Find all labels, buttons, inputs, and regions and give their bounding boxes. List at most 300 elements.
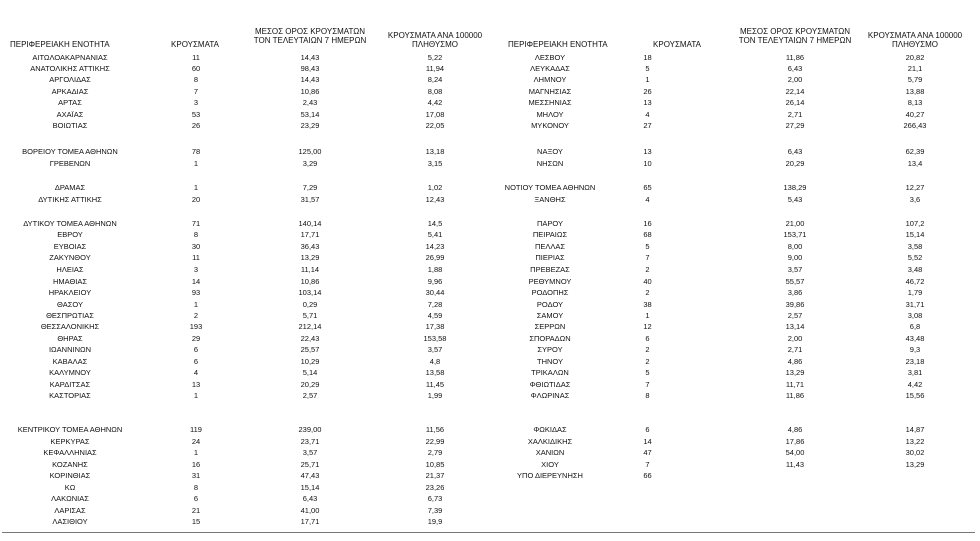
cases-value: 193 <box>189 322 203 331</box>
region-name: ΒΟΡΕΙΟΥ ΤΟΜΕΑ ΑΘΗΝΩΝ <box>22 147 118 156</box>
region-name: ΔΥΤΙΚΟΥ ΤΟΜΕΑ ΑΘΗΝΩΝ <box>23 219 117 228</box>
avg7-value: 25,57 <box>300 345 320 354</box>
table-row <box>0 470 980 481</box>
cases-value: 16 <box>191 460 201 469</box>
avg7-value: 53,14 <box>300 110 320 119</box>
per100k-value: 5,41 <box>427 230 443 239</box>
cases-value: 26 <box>643 87 652 96</box>
avg7-value: 6,43 <box>787 64 803 73</box>
region-name: ΣΥΡΟΥ <box>537 345 563 354</box>
avg7-value: 8,00 <box>787 242 803 251</box>
region-name: ΡΕΘΥΜΝΟΥ <box>528 277 572 286</box>
region-name: ΗΛΕΙΑΣ <box>56 265 84 274</box>
region-name: ΑΡΓΟΛΙΔΑΣ <box>49 75 91 84</box>
table-row <box>0 459 980 470</box>
avg7-value: 6,43 <box>302 494 318 503</box>
cases-value: 78 <box>191 147 201 156</box>
cases-value: 1 <box>193 183 199 192</box>
per100k-value: 3,15 <box>427 159 443 168</box>
per100k-value: 11,56 <box>425 425 445 434</box>
cases-value: 4 <box>193 368 199 377</box>
region-name: ΑΧΑΪΑΣ <box>56 110 84 119</box>
cases-value: 21 <box>191 506 201 515</box>
avg7-value: 2,43 <box>302 98 318 107</box>
per100k-value: 14,87 <box>905 425 925 434</box>
per100k-value: 9,96 <box>427 277 443 286</box>
cases-value: 40 <box>643 277 652 286</box>
table-row <box>0 146 980 157</box>
table-row <box>0 321 980 332</box>
region-name: ΚΑΒΑΛΑΣ <box>52 357 88 366</box>
cases-value: 1 <box>193 300 199 309</box>
region-name: ΗΜΑΘΙΑΣ <box>52 277 88 286</box>
avg7-value: 54,00 <box>785 448 805 457</box>
per100k-value: 5,79 <box>907 75 923 84</box>
cases-value: 60 <box>191 64 201 73</box>
region-name: ΛΑΣΙΘΙΟΥ <box>52 517 88 526</box>
avg7-value: 239,00 <box>298 425 322 434</box>
region-name: ΛΕΣΒΟΥ <box>534 53 566 62</box>
cases-value: 65 <box>643 183 652 192</box>
header-per100k-right <box>855 31 975 49</box>
table-row <box>0 379 980 390</box>
table-row <box>0 356 980 367</box>
header-avg7-left-line2: ΤΟΝ ΤΕΛΕΥΤΑΙΩΝ 7 ΗΜΕΡΩΝ <box>253 36 367 45</box>
cases-value: 5 <box>645 242 650 251</box>
per100k-value: 46,72 <box>905 277 925 286</box>
per100k-value: 6,73 <box>427 494 443 503</box>
cases-value: 20 <box>191 195 201 204</box>
cases-value: 27 <box>643 121 652 130</box>
per100k-value: 4,59 <box>427 311 443 320</box>
table-row <box>0 74 980 85</box>
per100k-value: 11,94 <box>425 64 445 73</box>
per100k-value: 107,2 <box>905 219 925 228</box>
avg7-value: 2,57 <box>302 391 318 400</box>
cases-value: 8 <box>193 483 199 492</box>
cases-value: 66 <box>643 471 652 480</box>
cases-value: 68 <box>643 230 652 239</box>
avg7-value: 17,71 <box>300 517 320 526</box>
per100k-value: 7,39 <box>427 506 443 515</box>
per100k-value: 8,08 <box>427 87 443 96</box>
table-row <box>0 229 980 240</box>
cases-value: 8 <box>193 75 199 84</box>
cases-value: 6 <box>193 345 199 354</box>
per100k-value: 21,37 <box>425 471 445 480</box>
header-region-left: ΠΕΡΙΦΕΡΕΙΑΚΗ ΕΝΟΤΗΤΑ <box>10 40 110 49</box>
region-name: ΠΕΙΡΑΙΩΣ <box>532 230 568 239</box>
avg7-value: 7,29 <box>302 183 318 192</box>
avg7-value: 55,57 <box>785 277 805 286</box>
avg7-value: 20,29 <box>300 380 320 389</box>
avg7-value: 23,29 <box>300 121 320 130</box>
avg7-value: 153,71 <box>783 230 807 239</box>
table-row <box>0 436 980 447</box>
avg7-value: 20,29 <box>785 159 805 168</box>
per100k-value: 4,8 <box>429 357 441 366</box>
region-name: ΜΥΚΟΝΟΥ <box>531 121 569 130</box>
avg7-value: 140,14 <box>298 219 322 228</box>
per100k-value: 7,28 <box>427 300 443 309</box>
cases-value: 2 <box>645 288 650 297</box>
per100k-value: 62,39 <box>905 147 925 156</box>
avg7-value: 0,29 <box>302 300 318 309</box>
region-name: ΣΕΡΡΩΝ <box>534 322 566 331</box>
per100k-value: 3,08 <box>907 311 923 320</box>
per100k-value: 2,79 <box>427 448 443 457</box>
per100k-value: 15,56 <box>905 391 925 400</box>
header-per100k-left <box>375 31 495 49</box>
avg7-value: 36,43 <box>300 242 320 251</box>
avg7-value: 27,29 <box>785 121 805 130</box>
region-name: ΖΑΚΥΝΘΟΥ <box>49 253 91 262</box>
avg7-value: 6,43 <box>787 147 803 156</box>
region-name: ΘΗΡΑΣ <box>57 334 83 343</box>
per100k-value: 12,43 <box>425 195 445 204</box>
region-name: ΚΑΣΤΟΡΙΑΣ <box>49 391 91 400</box>
table-row <box>0 276 980 287</box>
region-name: ΛΑΡΙΣΑΣ <box>54 506 86 515</box>
per100k-value: 5,52 <box>907 253 923 262</box>
table-row <box>0 264 980 275</box>
region-name: ΜΗΛΟΥ <box>536 110 564 119</box>
per100k-value: 4,42 <box>427 98 443 107</box>
header-avg7-right <box>725 27 865 45</box>
table-row <box>0 447 980 458</box>
header-avg7-left-line1: ΜΕΣΟΣ ΟΡΟΣ ΚΡΟΥΣΜΑΤΩΝ <box>254 27 366 36</box>
avg7-value: 10,29 <box>300 357 320 366</box>
cases-value: 6 <box>645 334 650 343</box>
region-name: ΧΑΛΚΙΔΙΚΗΣ <box>527 437 573 446</box>
table-row <box>0 493 980 504</box>
per100k-value: 3,81 <box>907 368 923 377</box>
avg7-value: 138,29 <box>783 183 807 192</box>
table-row <box>0 367 980 378</box>
avg7-value: 13,29 <box>785 368 805 377</box>
table-row <box>0 287 980 298</box>
avg7-value: 13,14 <box>785 322 805 331</box>
region-name: ΙΩΑΝΝΙΝΩΝ <box>48 345 92 354</box>
avg7-value: 4,86 <box>787 425 803 434</box>
cases-value: 2 <box>645 345 650 354</box>
region-name: ΤΡΙΚΑΛΩΝ <box>531 368 569 377</box>
avg7-value: 11,43 <box>785 460 805 469</box>
avg7-value: 212,14 <box>298 322 322 331</box>
table-row <box>0 182 980 193</box>
region-name: ΘΑΣΟΥ <box>57 300 83 309</box>
region-name: ΚΟΡΙΝΘΙΑΣ <box>49 471 91 480</box>
cases-value: 14 <box>643 437 652 446</box>
per100k-value: 3,48 <box>907 265 923 274</box>
cases-value: 11 <box>192 53 200 62</box>
region-name: ΛΑΚΩΝΙΑΣ <box>51 494 89 503</box>
per100k-value: 13,58 <box>425 368 445 377</box>
region-name: ΚΑΛΥΜΝΟΥ <box>49 368 91 377</box>
table-row <box>0 109 980 120</box>
region-name: ΘΕΣΣΑΛΟΝΙΚΗΣ <box>40 322 100 331</box>
per100k-value: 10,85 <box>425 460 445 469</box>
table-row <box>0 252 980 263</box>
cases-value: 38 <box>643 300 652 309</box>
region-name: ΕΒΡΟΥ <box>57 230 83 239</box>
region-name: ΣΠΟΡΑΔΩΝ <box>529 334 571 343</box>
region-name: ΡΟΔΟΠΗΣ <box>531 288 569 297</box>
cases-value: 6 <box>193 357 199 366</box>
avg7-value: 17,71 <box>300 230 320 239</box>
cases-value: 7 <box>645 460 650 469</box>
table-row <box>0 390 980 401</box>
avg7-value: 41,00 <box>300 506 320 515</box>
avg7-value: 21,00 <box>785 219 805 228</box>
region-name: ΕΥΒΟΙΑΣ <box>53 242 87 251</box>
cases-value: 8 <box>645 391 650 400</box>
avg7-value: 25,71 <box>300 460 320 469</box>
cases-value: 71 <box>191 219 201 228</box>
avg7-value: 22,43 <box>300 334 320 343</box>
cases-value: 12 <box>643 322 652 331</box>
bottom-divider <box>2 532 975 533</box>
region-name: ΧΑΝΙΩΝ <box>535 448 565 457</box>
per100k-value: 15,14 <box>905 230 925 239</box>
avg7-value: 31,57 <box>300 195 320 204</box>
cases-value: 13 <box>191 380 201 389</box>
cases-value: 3 <box>193 265 199 274</box>
region-name: ΛΕΥΚΑΔΑΣ <box>530 64 570 73</box>
region-name: ΦΛΩΡΙΝΑΣ <box>530 391 570 400</box>
per100k-value: 14,23 <box>425 242 445 251</box>
per100k-value: 1,99 <box>427 391 443 400</box>
region-name: ΑΡΤΑΣ <box>58 98 82 107</box>
table-row <box>0 516 980 527</box>
table-row <box>0 424 980 435</box>
region-name: ΠΑΡΟΥ <box>536 219 563 228</box>
avg7-value: 10,86 <box>300 87 320 96</box>
avg7-value: 2,00 <box>787 75 803 84</box>
avg7-value: 103,14 <box>298 288 322 297</box>
cases-value: 29 <box>191 334 201 343</box>
header-per100k-right-line1: ΚΡΟΥΣΜΑΤΑ ΑΝΑ 100000 <box>867 31 963 40</box>
table-row <box>0 241 980 252</box>
region-name: ΦΩΚΙΔΑΣ <box>533 425 567 434</box>
cases-value: 30 <box>191 242 201 251</box>
avg7-value: 2,57 <box>787 311 803 320</box>
avg7-value: 11,14 <box>300 265 320 274</box>
per100k-value: 22,05 <box>425 121 445 130</box>
header-per100k-right-line2: ΠΛΗΘΥΣΜΟ <box>891 40 939 49</box>
cases-value: 15 <box>191 517 201 526</box>
avg7-value: 22,14 <box>785 87 805 96</box>
table-row <box>0 482 980 493</box>
per100k-value: 17,08 <box>425 110 445 119</box>
per100k-value: 17,38 <box>425 322 445 331</box>
per100k-value: 8,13 <box>907 98 923 107</box>
avg7-value: 14,43 <box>300 75 320 84</box>
region-name: ΑΝΑΤΟΛΙΚΗΣ ΑΤΤΙΚΗΣ <box>30 64 110 73</box>
cases-value: 3 <box>193 98 199 107</box>
cases-value: 13 <box>643 147 652 156</box>
avg7-value: 5,43 <box>787 195 803 204</box>
avg7-value: 13,29 <box>300 253 320 262</box>
header-per100k-left-line2: ΠΛΗΘΥΣΜΟ <box>411 40 459 49</box>
cases-value: 4 <box>645 195 650 204</box>
avg7-value: 9,00 <box>787 253 803 262</box>
avg7-value: 125,00 <box>298 147 322 156</box>
per100k-value: 30,02 <box>905 448 925 457</box>
avg7-value: 3,29 <box>302 159 318 168</box>
per100k-value: 23,18 <box>905 357 925 366</box>
per100k-value: 13,22 <box>905 437 925 446</box>
region-name: ΔΡΑΜΑΣ <box>54 183 86 192</box>
per100k-value: 6,8 <box>909 322 921 331</box>
cases-value: 2 <box>645 265 650 274</box>
region-name: ΝΑΞΟΥ <box>537 147 563 156</box>
cases-value: 119 <box>190 425 202 434</box>
region-name: ΠΕΛΛΑΣ <box>534 242 566 251</box>
region-name: ΝΗΣΩΝ <box>536 159 564 168</box>
region-name: ΣΑΜΟΥ <box>536 311 564 320</box>
table-row <box>0 120 980 131</box>
cases-value: 2 <box>193 311 199 320</box>
per100k-value: 40,27 <box>905 110 925 119</box>
cases-value: 10 <box>643 159 652 168</box>
cases-value: 31 <box>191 471 201 480</box>
table-row <box>0 299 980 310</box>
avg7-value: 39,86 <box>785 300 805 309</box>
table-row <box>0 63 980 74</box>
region-name: ΝΟΤΙΟΥ ΤΟΜΕΑ ΑΘΗΝΩΝ <box>504 183 596 192</box>
region-name: ΓΡΕΒΕΝΩΝ <box>49 159 91 168</box>
cases-value: 18 <box>643 53 652 62</box>
region-name: ΚΕΝΤΡΙΚΟΥ ΤΟΜΕΑ ΑΘΗΝΩΝ <box>17 425 123 434</box>
region-name: ΑΙΤΩΛΟΑΚΑΡΝΑΝΙΑΣ <box>32 53 108 62</box>
avg7-value: 2,00 <box>787 334 803 343</box>
avg7-value: 23,71 <box>300 437 320 446</box>
per100k-value: 3,6 <box>909 195 921 204</box>
per100k-value: 14,5 <box>427 219 443 228</box>
cases-value: 93 <box>191 288 201 297</box>
table-row <box>0 505 980 516</box>
table-row <box>0 158 980 169</box>
table-row <box>0 86 980 97</box>
cases-value: 6 <box>645 425 650 434</box>
avg7-value: 2,71 <box>787 345 803 354</box>
cases-value: 5 <box>645 368 650 377</box>
avg7-value: 4,86 <box>787 357 803 366</box>
cases-value: 47 <box>643 448 652 457</box>
cases-value: 5 <box>645 64 650 73</box>
cases-value: 11 <box>192 253 200 262</box>
table-row <box>0 218 980 229</box>
per100k-value: 3,58 <box>907 242 923 251</box>
avg7-value: 3,57 <box>787 265 803 274</box>
table-row <box>0 333 980 344</box>
cases-value: 16 <box>643 219 652 228</box>
region-name: ΜΑΓΝΗΣΙΑΣ <box>528 87 572 96</box>
per100k-value: 4,42 <box>907 380 923 389</box>
header-cases-right: ΚΡΟΥΣΜΑΤΑ <box>653 40 701 49</box>
cases-value: 24 <box>191 437 201 446</box>
per100k-value: 3,57 <box>427 345 443 354</box>
region-name: ΚΕΡΚΥΡΑΣ <box>50 437 90 446</box>
header-avg7-right-line2: ΤΟΝ ΤΕΛΕΥΤΑΙΩΝ 7 ΗΜΕΡΩΝ <box>738 36 852 45</box>
per100k-value: 30,44 <box>425 288 445 297</box>
cases-value: 8 <box>193 230 199 239</box>
region-name: ΤΗΝΟΥ <box>536 357 563 366</box>
region-name: ΡΟΔΟΥ <box>536 300 564 309</box>
per100k-value: 31,71 <box>905 300 925 309</box>
table-row <box>0 194 980 205</box>
per100k-value: 1,02 <box>427 183 443 192</box>
cases-value: 13 <box>643 98 652 107</box>
avg7-value: 14,43 <box>300 53 320 62</box>
per100k-value: 9,3 <box>909 345 921 354</box>
avg7-value: 17,86 <box>785 437 805 446</box>
per100k-value: 43,48 <box>905 334 925 343</box>
cases-value: 2 <box>645 357 650 366</box>
cases-value: 1 <box>193 391 199 400</box>
avg7-value: 3,57 <box>302 448 318 457</box>
region-name: ΞΑΝΘΗΣ <box>534 195 566 204</box>
per100k-value: 12,27 <box>905 183 925 192</box>
header-region-right: ΠΕΡΙΦΕΡΕΙΑΚΗ ΕΝΟΤΗΤΑ <box>508 40 608 49</box>
per100k-value: 13,88 <box>905 87 925 96</box>
avg7-value: 5,14 <box>302 368 318 377</box>
region-name: ΒΟΙΩΤΙΑΣ <box>52 121 88 130</box>
region-name: ΚΕΦΑΛΛΗΝΙΑΣ <box>43 448 97 457</box>
header-cases-left: ΚΡΟΥΣΜΑΤΑ <box>171 40 219 49</box>
per100k-value: 1,88 <box>427 265 443 274</box>
avg7-value: 10,86 <box>300 277 320 286</box>
cases-value: 4 <box>645 110 650 119</box>
cases-value: 7 <box>645 253 650 262</box>
per100k-value: 11,45 <box>425 380 445 389</box>
region-name: ΜΕΣΣΗΝΙΑΣ <box>528 98 572 107</box>
avg7-value: 3,86 <box>787 288 803 297</box>
cases-value: 14 <box>191 277 201 286</box>
cases-value: 1 <box>645 311 650 320</box>
header-avg7-left <box>240 27 380 45</box>
header-per100k-left-line1: ΚΡΟΥΣΜΑΤΑ ΑΝΑ 100000 <box>387 31 483 40</box>
per100k-value: 21,1 <box>907 64 923 73</box>
per100k-value: 266,43 <box>903 121 927 130</box>
cases-value: 53 <box>191 110 201 119</box>
cases-value: 7 <box>645 380 650 389</box>
per100k-value: 8,24 <box>427 75 443 84</box>
region-name: ΔΥΤΙΚΗΣ ΑΤΤΙΚΗΣ <box>38 195 102 204</box>
avg7-value: 2,71 <box>787 110 803 119</box>
region-name: ΦΘΙΩΤΙΔΑΣ <box>529 380 571 389</box>
avg7-value: 26,14 <box>785 98 805 107</box>
per100k-value: 19,9 <box>427 517 443 526</box>
table-row <box>0 310 980 321</box>
per100k-value: 1,79 <box>907 288 923 297</box>
cases-value: 1 <box>193 159 199 168</box>
region-name: ΚΟΖΑΝΗΣ <box>52 460 88 469</box>
avg7-value: 47,43 <box>300 471 320 480</box>
per100k-value: 26,99 <box>425 253 445 262</box>
per100k-value: 13,29 <box>905 460 925 469</box>
header-avg7-right-line1: ΜΕΣΟΣ ΟΡΟΣ ΚΡΟΥΣΜΑΤΩΝ <box>739 27 851 36</box>
cases-value: 7 <box>193 87 199 96</box>
avg7-value: 11,71 <box>785 380 805 389</box>
table-row <box>0 344 980 355</box>
cases-value: 1 <box>193 448 199 457</box>
avg7-value: 98,43 <box>300 64 320 73</box>
per100k-value: 20,82 <box>905 53 925 62</box>
cases-value: 26 <box>191 121 201 130</box>
cases-value: 6 <box>193 494 199 503</box>
